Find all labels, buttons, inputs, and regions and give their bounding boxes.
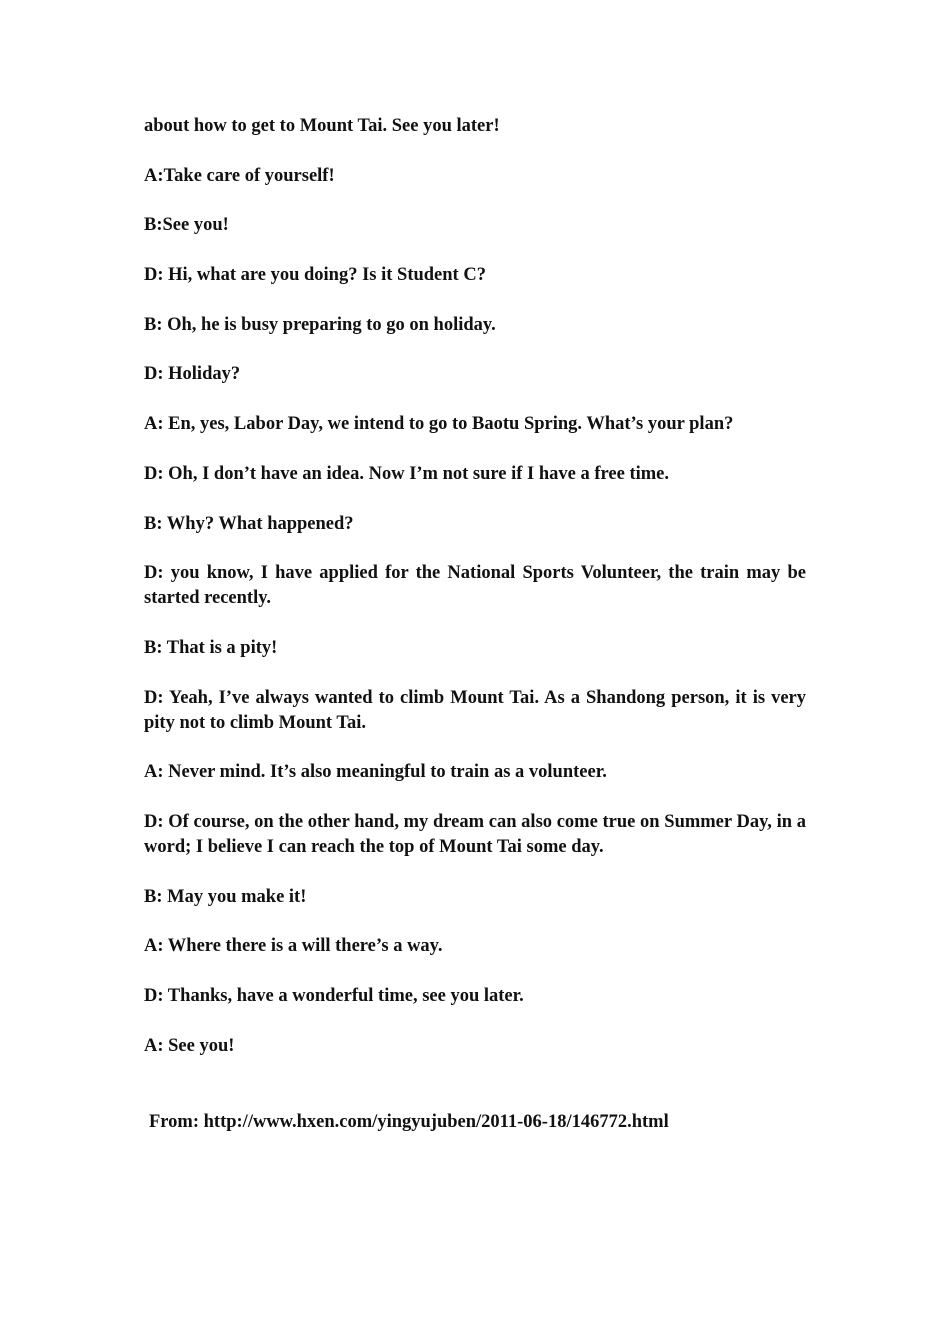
dialogue-line: D: Hi, what are you doing? Is it Student C?: [144, 265, 486, 286]
dialogue-line: B: Why? What happened?: [144, 513, 354, 534]
dialogue-line: A: See you!: [144, 1035, 235, 1056]
dialogue-line: A: Where there is a will there’s a way.: [144, 936, 443, 957]
dialogue-line: B: Oh, he is busy preparing to go on holiday.: [144, 314, 496, 335]
dialogue-line: A:Take care of yourself!: [144, 165, 335, 186]
dialogue-line: D: Yeah, I’ve always wanted to climb Mount Tai. As a Shandong person, it is very pity not to climb Mount Tai.: [144, 687, 806, 733]
source-citation: From: http://www.hxen.com/yingyujuben/2011-06-18/146772.html: [149, 1112, 669, 1132]
dialogue-line: D: Thanks, have a wonderful time, see you later.: [144, 986, 524, 1006]
dialogue-line: D: you know, I have applied for the National Sports Volunteer, the train may be started recently.: [144, 563, 806, 609]
dialogue-line: D: Holiday?: [144, 364, 241, 385]
dialogue-line: B: That is a pity!: [144, 637, 278, 658]
dialogue-line: about how to get to Mount Tai. See you later!: [144, 116, 500, 136]
dialogue-body: [144, 114, 806, 1083]
dialogue-line: D: Of course, on the other hand, my dream can also come true on Summer Day, in a word; I believe I can reach the top of Mount Tai some day.: [144, 811, 806, 857]
dialogue-line: B: May you make it!: [144, 886, 307, 907]
dialogue-line: D: Oh, I don’t have an idea. Now I’m not sure if I have a free time.: [144, 463, 670, 484]
dialogue-line: A: En, yes, Labor Day, we intend to go to Baotu Spring. What’s your plan?: [144, 414, 734, 435]
dialogue-line: A: Never mind. It’s also meaningful to train as a volunteer.: [144, 762, 607, 783]
dialogue-line: B:See you!: [144, 215, 229, 236]
